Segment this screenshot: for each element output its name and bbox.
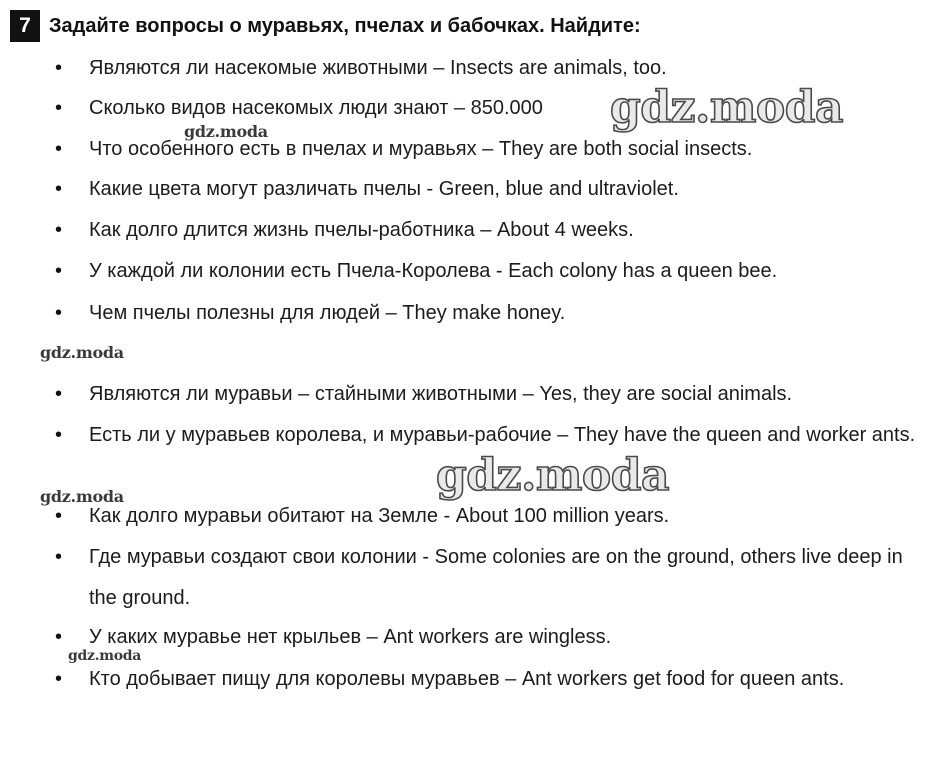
- watermark-small: gdz.moda: [40, 487, 124, 506]
- list-item-text: Что особенного есть в пчелах и муравьях – They are both social insects.: [89, 138, 753, 160]
- list-item-text: Сколько видов насекомых люди знают – 850.000: [89, 97, 543, 119]
- list-item-text: Где муравьи создают свои колонии - Some colonies are on the ground, others live deep in the ground.: [89, 546, 903, 609]
- list-item-text: Чем пчелы полезны для людей – They make honey.: [89, 302, 566, 324]
- bullet-icon: •: [55, 178, 63, 200]
- watermark-large: gdz.moda: [610, 82, 844, 133]
- watermark-small: gdz.moda: [40, 343, 124, 362]
- bullet-icon: •: [55, 626, 63, 648]
- list-item-text: Как долго длится жизнь пчелы-работника – About 4 weeks.: [89, 219, 634, 241]
- list-item-text: Какие цвета могут различать пчелы - Green, blue and ultraviolet.: [89, 178, 679, 200]
- list-item-text: Кто добывает пищу для королевы муравьев – Ant workers get food for queen ants.: [89, 668, 845, 690]
- watermark-small: gdz.moda: [68, 648, 142, 664]
- bullet-icon: •: [55, 57, 63, 79]
- bullet-icon: •: [55, 97, 63, 119]
- list-item-text: У каких муравье нет крыльев – Ant workers are wingless.: [89, 626, 612, 648]
- bullet-icon: •: [55, 505, 63, 527]
- bullet-icon: •: [55, 668, 63, 690]
- list-item-text: Есть ли у муравьев королева, и муравьи-рабочие – They have the queen and worker ants.: [89, 424, 916, 446]
- list-item-text: Являются ли насекомые животными – Insects are animals, too.: [89, 57, 667, 79]
- task-title: Задайте вопросы о муравьях, пчелах и бабочках. Найдите:: [49, 14, 641, 37]
- task-number-badge: 7: [10, 10, 40, 42]
- bullet-icon: •: [55, 260, 63, 282]
- list-item-text: Как долго муравьи обитают на Земле - About 100 million years.: [89, 505, 670, 527]
- bullet-icon: •: [55, 138, 63, 160]
- watermark-small: gdz.moda: [184, 122, 268, 141]
- list-item-text: У каждой ли колонии есть Пчела-Королева - Each colony has a queen bee.: [89, 260, 778, 282]
- bullet-icon: •: [55, 383, 63, 405]
- bullet-icon: •: [55, 424, 63, 446]
- watermark-large: gdz.moda: [436, 450, 670, 501]
- bullet-icon: •: [55, 302, 63, 324]
- bullet-icon: •: [55, 546, 63, 568]
- bullet-icon: •: [55, 219, 63, 241]
- list-item-text: Являются ли муравьи – стайными животными – Yes, they are social animals.: [89, 383, 793, 405]
